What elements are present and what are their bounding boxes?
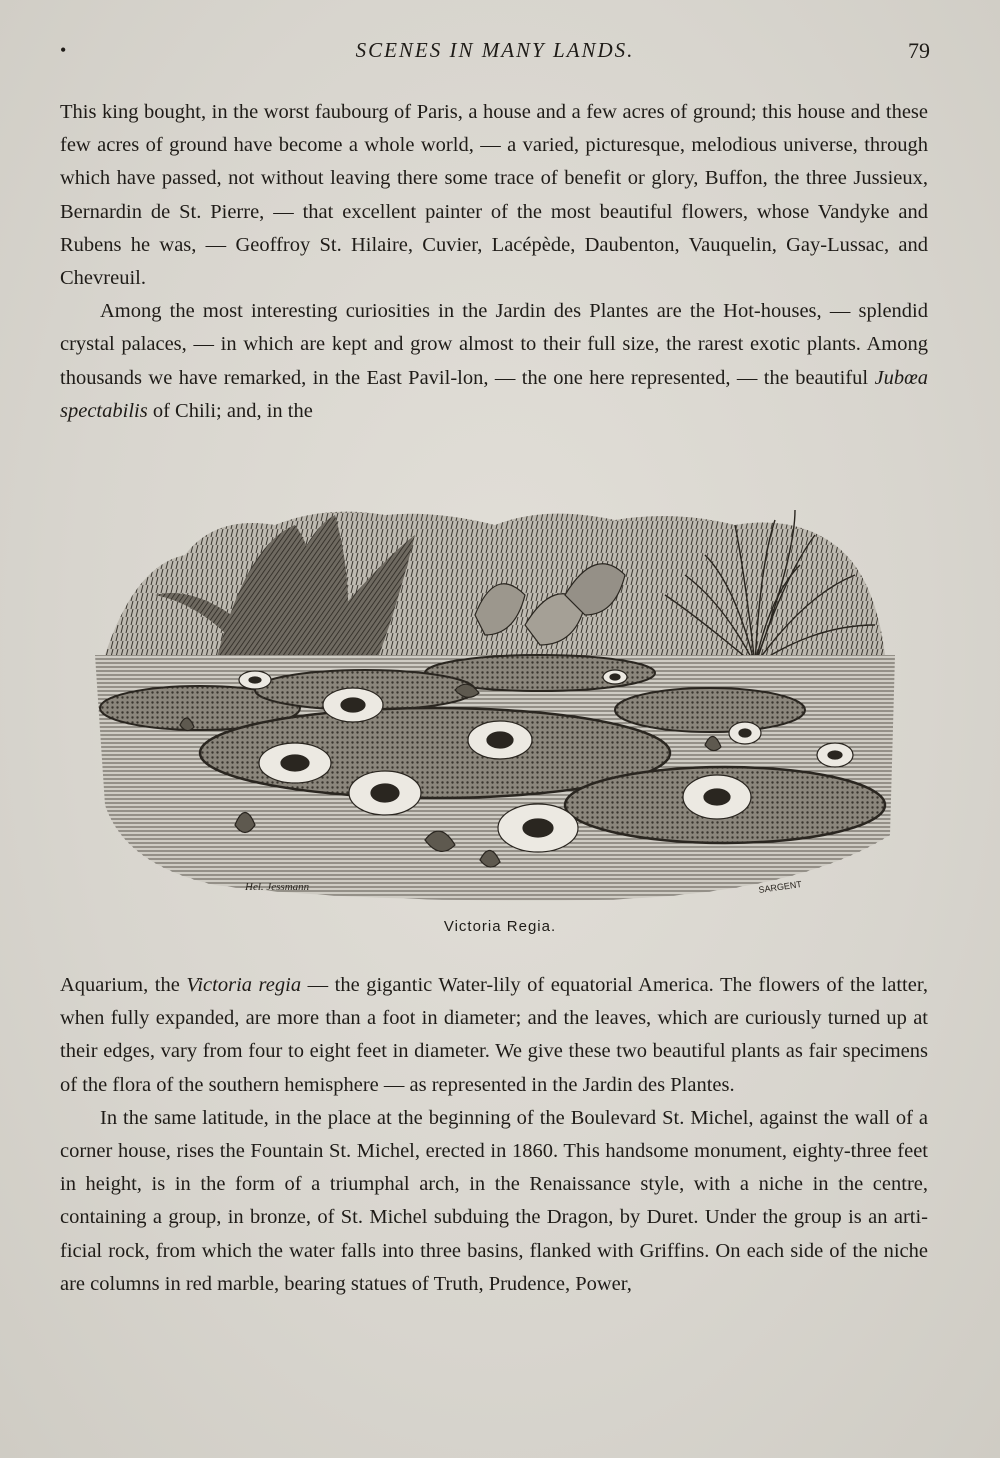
paragraph-aquarium	[60, 969, 928, 1102]
plant-name-jubaea: Jubœa spectabilis	[60, 366, 928, 422]
text-block-bottom	[60, 969, 928, 1301]
running-head-title: SCENES IN MANY LANDS.	[355, 38, 635, 62]
paragraph-fountain-st-michel: In the same latitude, in the place at the beginning of the Boulevard St. Michel, against the wall of a corner house, rises the Fountain St. Michel, erected in 1860. This handsome monument, eighty-three feet in height, is in the form of a triumphal arch, in the Renaissance style, with a niche in the centre, containing a group, in bronze, of St. Michel subduing the Dragon, by Duret. Under the group is an arti-ficial rock, from which the water falls into three basins, flanked with Griffins. On each side of the niche are columns in red marble, bearing statues of Truth, Prudence, Power,	[60, 1106, 928, 1295]
running-head-mark: •	[60, 40, 67, 60]
plant-name-victoria-regia: Victoria regia	[186, 974, 302, 996]
engraver-signature-left: Hel. Jessmann	[245, 881, 310, 893]
paragraph-hot-houses-text: Among the most interesting curiosities in the Jardin des Plantes are the Hot-houses, — splendid crystal palaces, — in which are kept and grow almost to their full size, the rarest exotic plants. Among thousands we have remarked, in the East Pavil-lon, — the one here represented, — the beautiful	[60, 300, 928, 389]
engraving-illustration	[95, 505, 895, 905]
text-block-top	[60, 96, 928, 428]
page-number: 79	[908, 38, 930, 63]
engraver-signature-right: SARGENT	[757, 879, 803, 895]
paragraph-aquarium-tail: — the gigantic Water-lily of equatorial America. The flowers of the latter, when fully expanded, are more than a foot in diameter; and the leaves, which are curiously turned up at their edges, vary from four to eight feet in diameter. We give these two beautiful plants as fair specimens of the flora of the southern hemisphere — as represented in the Jardin des Plantes.	[60, 974, 928, 1096]
paragraph-aquarium-text: Aquarium, the	[60, 974, 187, 996]
paragraph-king-bought: This king bought, in the worst faubourg of Paris, a house and a few acres of ground; this house and these few acres of ground have become a whole world, — a varied, picturesque, melodious universe, through which have passed, not without leaving there some trace of benefit or glory, Buffon, the three Jussieux, Bernardin de St. Pierre, — that excellent painter of the most beautiful flowers, whose Vandyke and Rubens he was, — Geoffroy St. Hilaire, Cuvier, Lacépède, Daubenton, Vauquelin, Gay-Lussac, and Chevreuil.	[60, 101, 928, 290]
running-head	[60, 38, 930, 68]
paragraph-hot-houses	[60, 295, 928, 428]
paragraph-hot-houses-tail: of Chili; and, in the	[147, 399, 313, 422]
engraving-victoria-regia	[95, 505, 895, 905]
figure-caption: Victoria Regia.	[443, 918, 557, 935]
